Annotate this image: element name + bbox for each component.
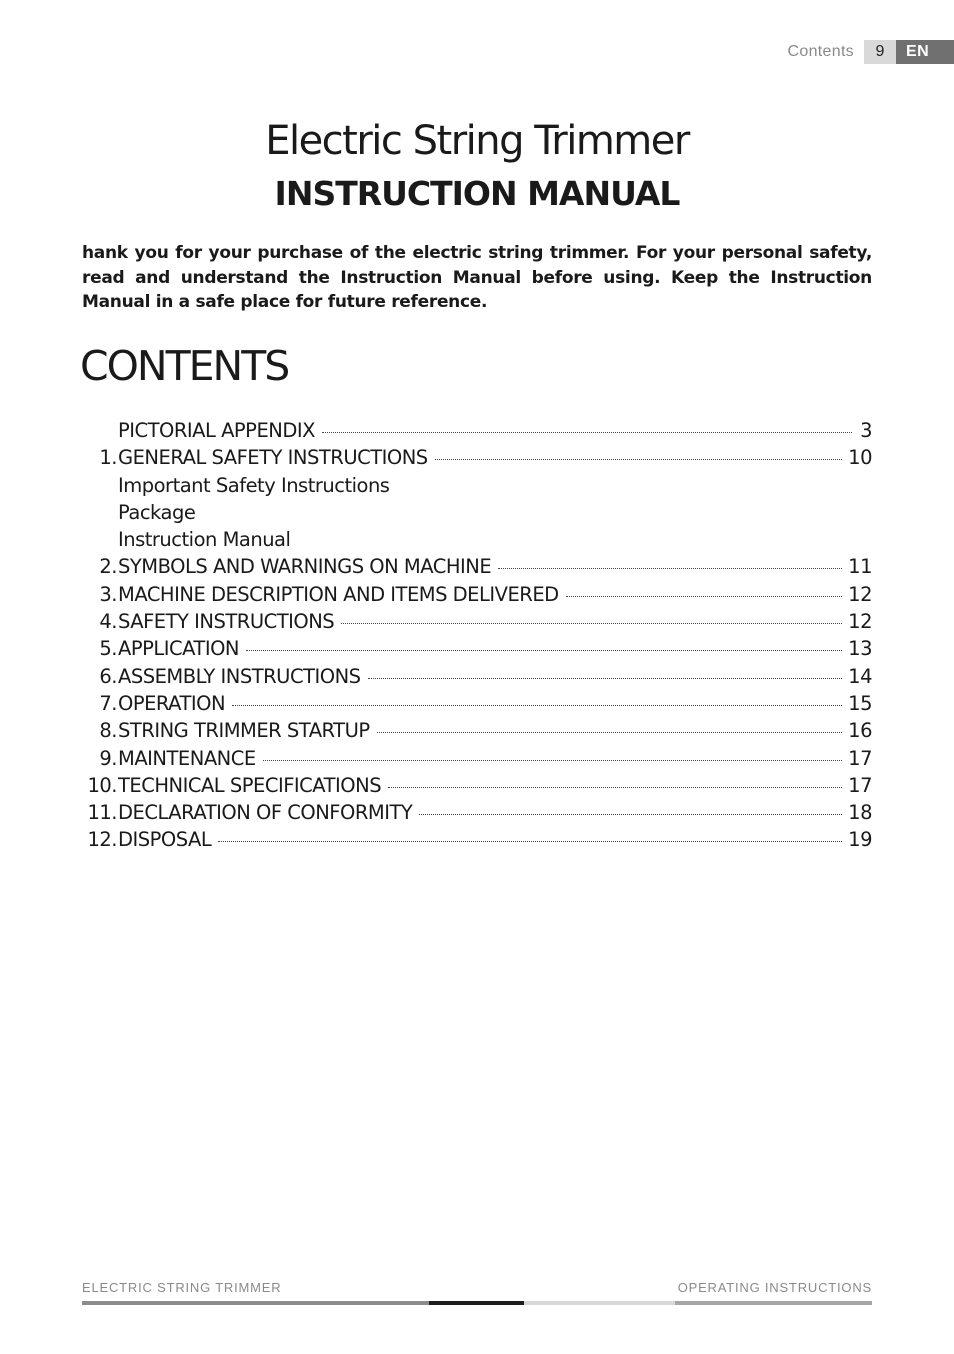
footer-bar-segment bbox=[429, 1301, 524, 1305]
toc-entry-page: 11 bbox=[848, 555, 872, 579]
toc-dot-leader bbox=[419, 814, 842, 815]
toc-entry[interactable] bbox=[82, 665, 872, 692]
header-language-badge: EN bbox=[896, 40, 954, 64]
toc-entry-title: ASSEMBLY INSTRUCTIONS bbox=[118, 664, 361, 688]
toc-entry[interactable] bbox=[82, 446, 872, 473]
toc-dot-leader bbox=[377, 732, 843, 733]
page-header bbox=[788, 40, 954, 64]
toc-entry-title: APPLICATION bbox=[118, 637, 240, 661]
document-subtitle: INSTRUCTION MANUAL bbox=[274, 174, 680, 213]
toc-entry-number: 2. bbox=[99, 555, 117, 579]
footer-left-label: ELECTRIC STRING TRIMMER bbox=[82, 1280, 282, 1295]
toc-entry-number: 3. bbox=[99, 582, 117, 606]
footer-bar-segment bbox=[524, 1301, 675, 1305]
toc-entry[interactable] bbox=[82, 692, 872, 719]
toc-entry-number: 5. bbox=[99, 637, 117, 661]
toc-dot-leader bbox=[322, 432, 852, 433]
toc-entry-title: DECLARATION OF CONFORMITY bbox=[118, 801, 413, 825]
footer-right-label: OPERATING INSTRUCTIONS bbox=[677, 1280, 872, 1295]
toc-entry-page: 10 bbox=[848, 446, 872, 470]
intro-paragraph: hank you for your purchase of the electric string trimmer. For your personal safety, read and understand the Instruction Manual before using. Keep the Instruction Manual in a safe place for future reference. bbox=[82, 243, 872, 312]
toc-dot-leader bbox=[341, 623, 842, 624]
toc-entry-page: 3 bbox=[860, 419, 872, 442]
toc-entry-title: SAFETY INSTRUCTIONS bbox=[118, 610, 335, 634]
toc-dot-leader bbox=[388, 787, 842, 788]
toc-entry-title: Important Safety Instructions bbox=[118, 473, 390, 497]
toc-entry[interactable] bbox=[82, 501, 872, 528]
toc-entry[interactable] bbox=[82, 555, 872, 582]
toc-entry-title: Instruction Manual bbox=[118, 528, 291, 552]
toc-dot-leader bbox=[566, 596, 843, 597]
toc-entry-number: 1. bbox=[99, 446, 117, 470]
toc-entry-page: 15 bbox=[848, 691, 872, 715]
header-section-label: Contents bbox=[787, 43, 854, 60]
toc-entry[interactable] bbox=[82, 801, 872, 828]
toc-entry[interactable] bbox=[82, 610, 872, 637]
toc-entry-title: OPERATION bbox=[118, 691, 226, 715]
toc-entry-number: 11. bbox=[87, 801, 117, 825]
document-title: Electric String Trimmer bbox=[265, 118, 689, 164]
toc-entry[interactable] bbox=[82, 719, 872, 746]
toc-entry-title: DISPOSAL bbox=[118, 828, 212, 852]
toc-dot-leader bbox=[263, 760, 842, 761]
toc-entry-title: TECHNICAL SPECIFICATIONS bbox=[118, 773, 382, 797]
toc-entry-title: SYMBOLS AND WARNINGS ON MACHINE bbox=[118, 555, 492, 579]
toc-entry[interactable] bbox=[82, 828, 872, 855]
toc-entry-number: 10. bbox=[87, 773, 117, 797]
toc-entry-number: 12. bbox=[87, 828, 117, 852]
footer-divider-bar bbox=[82, 1301, 872, 1305]
toc-entry[interactable] bbox=[82, 637, 872, 664]
toc-entry-title: STRING TRIMMER STARTUP bbox=[118, 719, 370, 743]
toc-entry-number: 8. bbox=[99, 719, 117, 743]
toc-entry[interactable] bbox=[82, 747, 872, 774]
toc-dot-leader bbox=[498, 568, 842, 569]
toc-entry-page: 18 bbox=[848, 801, 872, 825]
toc-entry-page: 17 bbox=[848, 773, 872, 797]
toc-entry-page: 16 bbox=[848, 719, 872, 743]
toc-entry-number: 7. bbox=[99, 691, 117, 715]
toc-entry-page: 13 bbox=[848, 637, 872, 661]
toc-entry[interactable] bbox=[82, 474, 872, 501]
toc-entry-number: 6. bbox=[99, 664, 117, 688]
header-page-number: 9 bbox=[864, 40, 896, 64]
toc-entry[interactable] bbox=[82, 774, 872, 801]
toc-entry-page: 19 bbox=[848, 828, 872, 852]
toc-entry-page: 12 bbox=[848, 610, 872, 634]
toc-entry-title: PICTORIAL APPENDIX bbox=[118, 419, 315, 442]
toc-entry[interactable] bbox=[82, 528, 872, 555]
toc-dot-leader bbox=[218, 841, 842, 842]
toc-entry[interactable] bbox=[82, 583, 872, 610]
toc-entry-page: 14 bbox=[848, 664, 872, 688]
toc-entry-title: GENERAL SAFETY INSTRUCTIONS bbox=[118, 446, 428, 470]
toc-entry-page: 12 bbox=[848, 582, 872, 606]
footer-bar-segment bbox=[82, 1301, 429, 1305]
contents-heading: CONTENTS bbox=[80, 342, 289, 390]
toc-entry-number: 9. bbox=[99, 746, 117, 770]
toc-entry-title: Package bbox=[118, 500, 196, 524]
toc-entry[interactable] bbox=[82, 419, 872, 446]
toc-entry-title: MAINTENANCE bbox=[118, 746, 256, 770]
toc-entry-page: 17 bbox=[848, 746, 872, 770]
toc-dot-leader bbox=[368, 678, 843, 679]
toc-dot-leader bbox=[435, 459, 842, 460]
toc-entry-title: MACHINE DESCRIPTION AND ITEMS DELIVERED bbox=[118, 582, 559, 606]
table-of-contents bbox=[82, 419, 872, 856]
toc-entry-number: 4. bbox=[99, 610, 117, 634]
footer-bar-segment bbox=[675, 1301, 872, 1305]
toc-dot-leader bbox=[232, 705, 842, 706]
toc-dot-leader bbox=[246, 650, 842, 651]
